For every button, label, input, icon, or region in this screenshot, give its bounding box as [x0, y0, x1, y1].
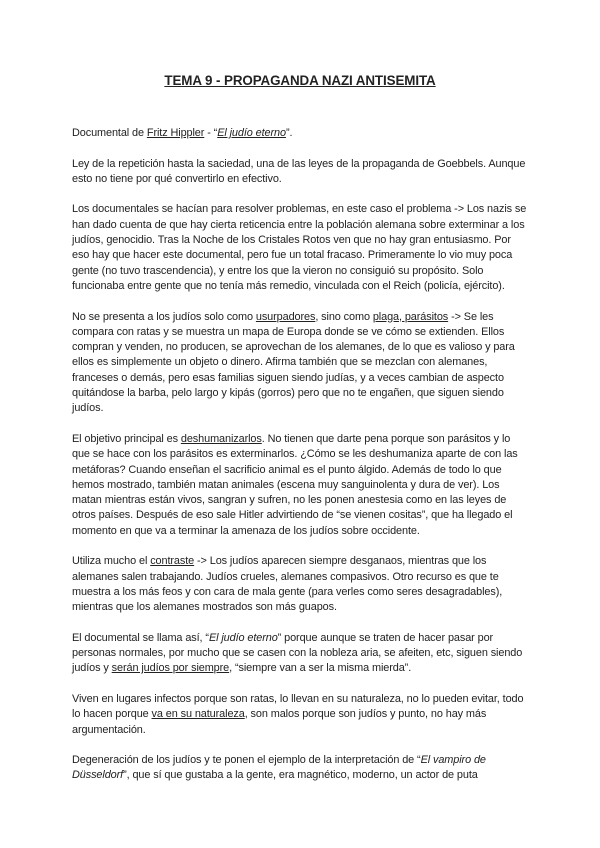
keyword-underlined: plaga, parásitos — [372, 310, 449, 323]
film-title: El vampiro de Düsseldorf — [72, 754, 486, 782]
text-segment: - “ — [204, 127, 218, 139]
text-segment: , son malos porque son judíos y punto, no hay más argumentación. — [72, 708, 487, 736]
film-title: El judío eterno — [208, 631, 278, 644]
keyword-underlined: va en su naturaleza — [151, 708, 245, 721]
text-segment: El objetivo principal es — [72, 432, 181, 445]
text-segment: -> Los judíos aparecen siempre desganaos, mientras que los alemanes salen trabajando. Judíos crueles, alemanes compasivos. Otro recurso es que te muestra a los más feos y con cara de mala gente (para verles como seres desagradables), mientras que los alemanes mostrados son más guapos. — [72, 555, 503, 614]
paragraph-intro — [72, 126, 528, 141]
paragraph-nature — [72, 692, 528, 738]
text-segment: -> Se les compara con ratas y se muestra un mapa de Europa donde se ve cómo se extienden. Ellos compran y venden, no producen, se aprovechan de los alemanes, de lo que es valioso y para ellos es simplemente un objeto o dinero. Afirma también que se mezclan con alemanes, franceses o demás, pero esas familias siguen siendo judías, y a veces cambian de aspecto quitándose la barba, pelo largo y kipás (gorros) pero que no te engañen, que siguen siendo judíos. — [72, 310, 515, 415]
text-segment: , sino como — [315, 310, 373, 323]
text-segment: , “siempre van a ser la misma mierda”. — [229, 662, 412, 675]
text-segment: ” porque aunque se traten de hacer pasar por personas normales, por mucho que se casen con la nobleza aria, se afeiten, etc, siguen siendo judíos y — [72, 631, 523, 675]
text-segment: El documental se llama así, “ — [72, 631, 209, 644]
keyword-underlined: deshumanizarlos — [180, 432, 262, 445]
paragraph-documentaries: Los documentales se hacían para resolver problemas, en este caso el problema -> Los nazis se han dado cuenta de que hay cierta reticencia entre la población alemana sobre exterminar a los judíos, genocidio. Tras la Noche de los Cristales Rotos ven que no hay gran entusiasmo. Por eso hay que hacer este documental, pero fue un total fracaso. Primeramente lo vio muy poca gente (no tuvo trascendencia), y entre los que la vieron no consiguió su propósito. Solo funcionaba entre gente que no tenía más remedio, vinculada con el Reich (policía, ejército). — [72, 203, 527, 292]
film-title: El judío eterno — [217, 127, 286, 139]
paragraph-contrast — [72, 554, 528, 615]
text-segment: Viven en lugares infectos porque son ratas, lo llevan en su naturaleza, no lo pueden evitar, todo lo hacen porque — [72, 692, 524, 721]
text-segment: Degeneración de los judíos y te ponen el ejemplo de la interpretación de “ — [72, 754, 421, 767]
text-segment: No se presenta a los judíos solo como — [72, 310, 256, 323]
page-title: TEMA 9 - PROPAGANDA NAZI ANTISEMITA — [164, 73, 436, 88]
paragraph-title-meaning — [72, 631, 528, 677]
text-segment: . No tienen que darte pena porque son parásitos y lo que se hace con los parásitos es exterminarlos. ¿Cómo se les deshumaniza aparte de con las metáforas? Cuando enseñan el sacrificio animal es el punto álgido. Además de todo lo que hemos mostrado, también matan animales (escena muy sanguinolenta y dura de ver). Los matan mientras están vivos, sangran y sufren, no les ponen anestesia como en las leyes de otros países. Después de eso sale Hitler advirtiendo de “se vienen cositas”, que ha llegado el momento en que va a terminar la amenaza de los judíos sobre occidente. — [72, 432, 518, 537]
paragraph-repetition: Ley de la repetición hasta la saciedad, una de las leyes de la propaganda de Goebbels. Aunque esto no tiene por qué convertirlo en efectivo. — [72, 157, 526, 185]
text-segment: Utiliza mucho el — [72, 555, 151, 568]
text-segment: ”, que sí que gustaba a la gente, era magnético, moderno, un actor de puta — [123, 769, 478, 782]
text-segment: Documental de — [72, 127, 147, 139]
keyword-underlined: serán judíos por siempre — [111, 662, 230, 675]
paragraph-dehumanize — [72, 432, 528, 539]
keyword-underlined: usurpadores — [255, 310, 316, 323]
text-segment: ”. — [285, 127, 293, 139]
paragraph-usurpers — [72, 310, 528, 417]
keyword-underlined: contraste — [150, 555, 195, 568]
paragraph-degeneration — [72, 753, 528, 784]
author-link: Fritz Hippler — [146, 127, 205, 139]
